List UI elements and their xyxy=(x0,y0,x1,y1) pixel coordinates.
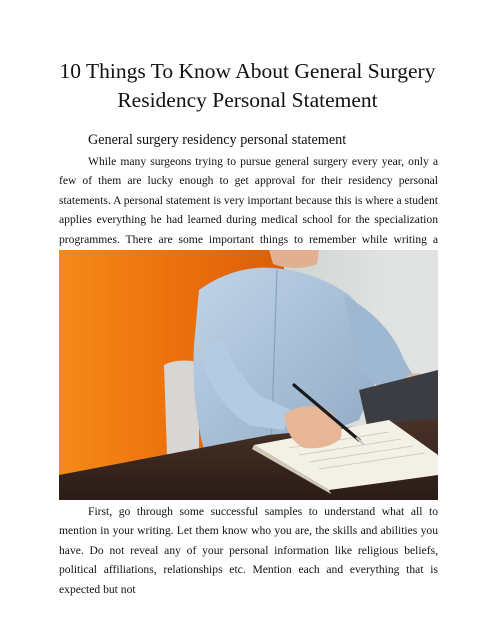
photo-illustration xyxy=(59,250,438,500)
section-heading: General surgery residency personal statement xyxy=(88,132,347,148)
body-paragraph-2: First, go through some successful samples to understand what all to mention in your writing. Let them know who you are, the skills and abilities you have. Do not reveal any of your personal information like religious beliefs, political affiliations, relationships etc. Mention each and everything that is expected but not xyxy=(59,505,438,596)
body-paragraph-1: While many surgeons trying to pursue general surgery every year, only a few of them are lucky enough to get approval for their residency personal statements. A personal statement is very important because this is where a student applies everything he had learned during medical school for the specialization programmes. There are some important things to remember while writing a xyxy=(59,155,438,246)
document-title: 10 Things To Know About General Surgery Residency Personal Statement xyxy=(59,59,436,112)
writing-person-photo xyxy=(59,250,438,500)
